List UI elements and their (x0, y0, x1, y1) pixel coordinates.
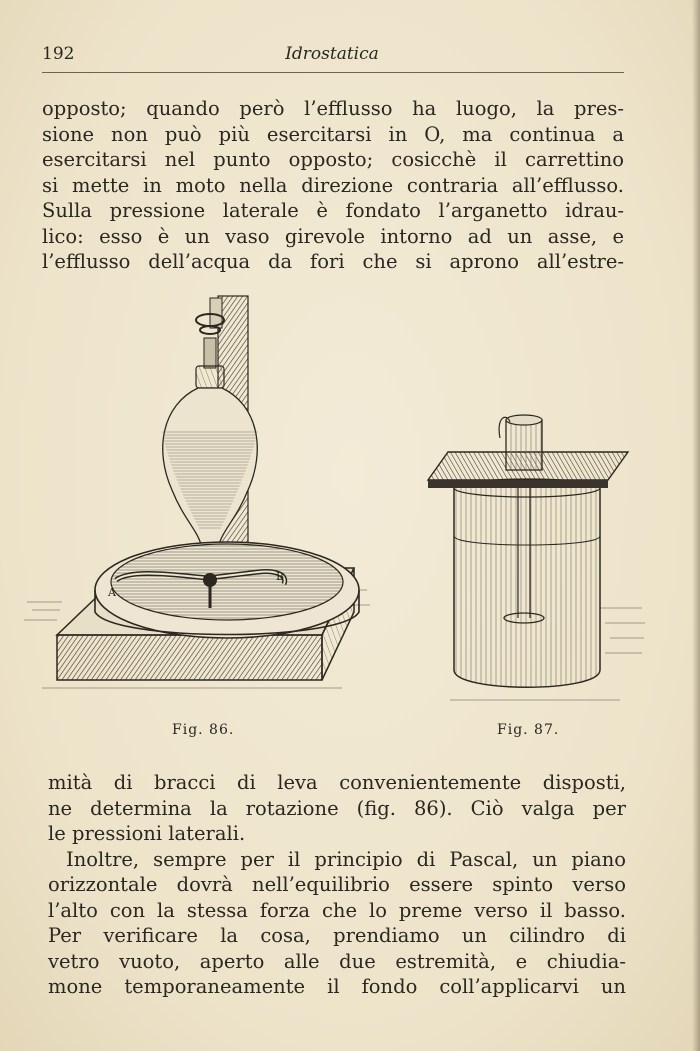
text-line: l’efflusso dell’acqua da fori che si aprono all’estre- (42, 250, 624, 273)
figure-87-illustration (420, 408, 648, 708)
label-a: A (108, 586, 116, 599)
figure-86-illustration (22, 290, 372, 690)
figure-87-caption: Fig. 87. (497, 722, 560, 738)
text-line: lico: esso è un vaso girevole intorno ad un asse, e (42, 224, 624, 248)
text-line: mone temporaneamente il fondo coll’applicarvi un (48, 975, 626, 998)
text-line: Sulla pressione laterale è fondato l’arganetto idrau- (42, 199, 624, 222)
bottom-paragraph (48, 770, 626, 1000)
top-paragraph (42, 96, 624, 275)
text-line: le pressioni laterali. (48, 822, 246, 845)
text-line: opposto; quando però l’efflusso ha luogo, la pres- (42, 97, 624, 120)
text-line: si mette in moto nella direzione contraria all’efflusso. (42, 173, 624, 197)
page-number: 192 (42, 44, 75, 64)
page-header (42, 42, 622, 70)
text-line: sione non può più esercitarsi in O, ma continua a (42, 122, 624, 146)
page-edge-shadow (692, 0, 700, 1051)
label-b: B (276, 570, 285, 583)
text-line: ne determina la rotazione (fig. 86). Ciò valga per (48, 796, 626, 820)
text-line: esercitarsi nel punto opposto; cosicchè il carrettino (42, 148, 624, 171)
running-title: Idrostatica (285, 44, 379, 64)
text-line: l’alto con la stessa forza che lo preme verso il basso. (48, 898, 626, 922)
text-line: mità di bracci di leva convenientemente disposti, (48, 771, 626, 794)
text-line: Inoltre, sempre per il principio di Pascal, un piano (66, 847, 626, 871)
header-rule (42, 72, 624, 73)
text-line: orizzontale dovrà nell’equilibrio essere spinto verso (48, 873, 626, 896)
text-line: vetro vuoto, aperto alle due estremità, e chiudia- (48, 949, 626, 973)
text-line: Per verificare la cosa, prendiamo un cilindro di (48, 924, 626, 947)
figure-86-caption: Fig. 86. (172, 722, 235, 738)
